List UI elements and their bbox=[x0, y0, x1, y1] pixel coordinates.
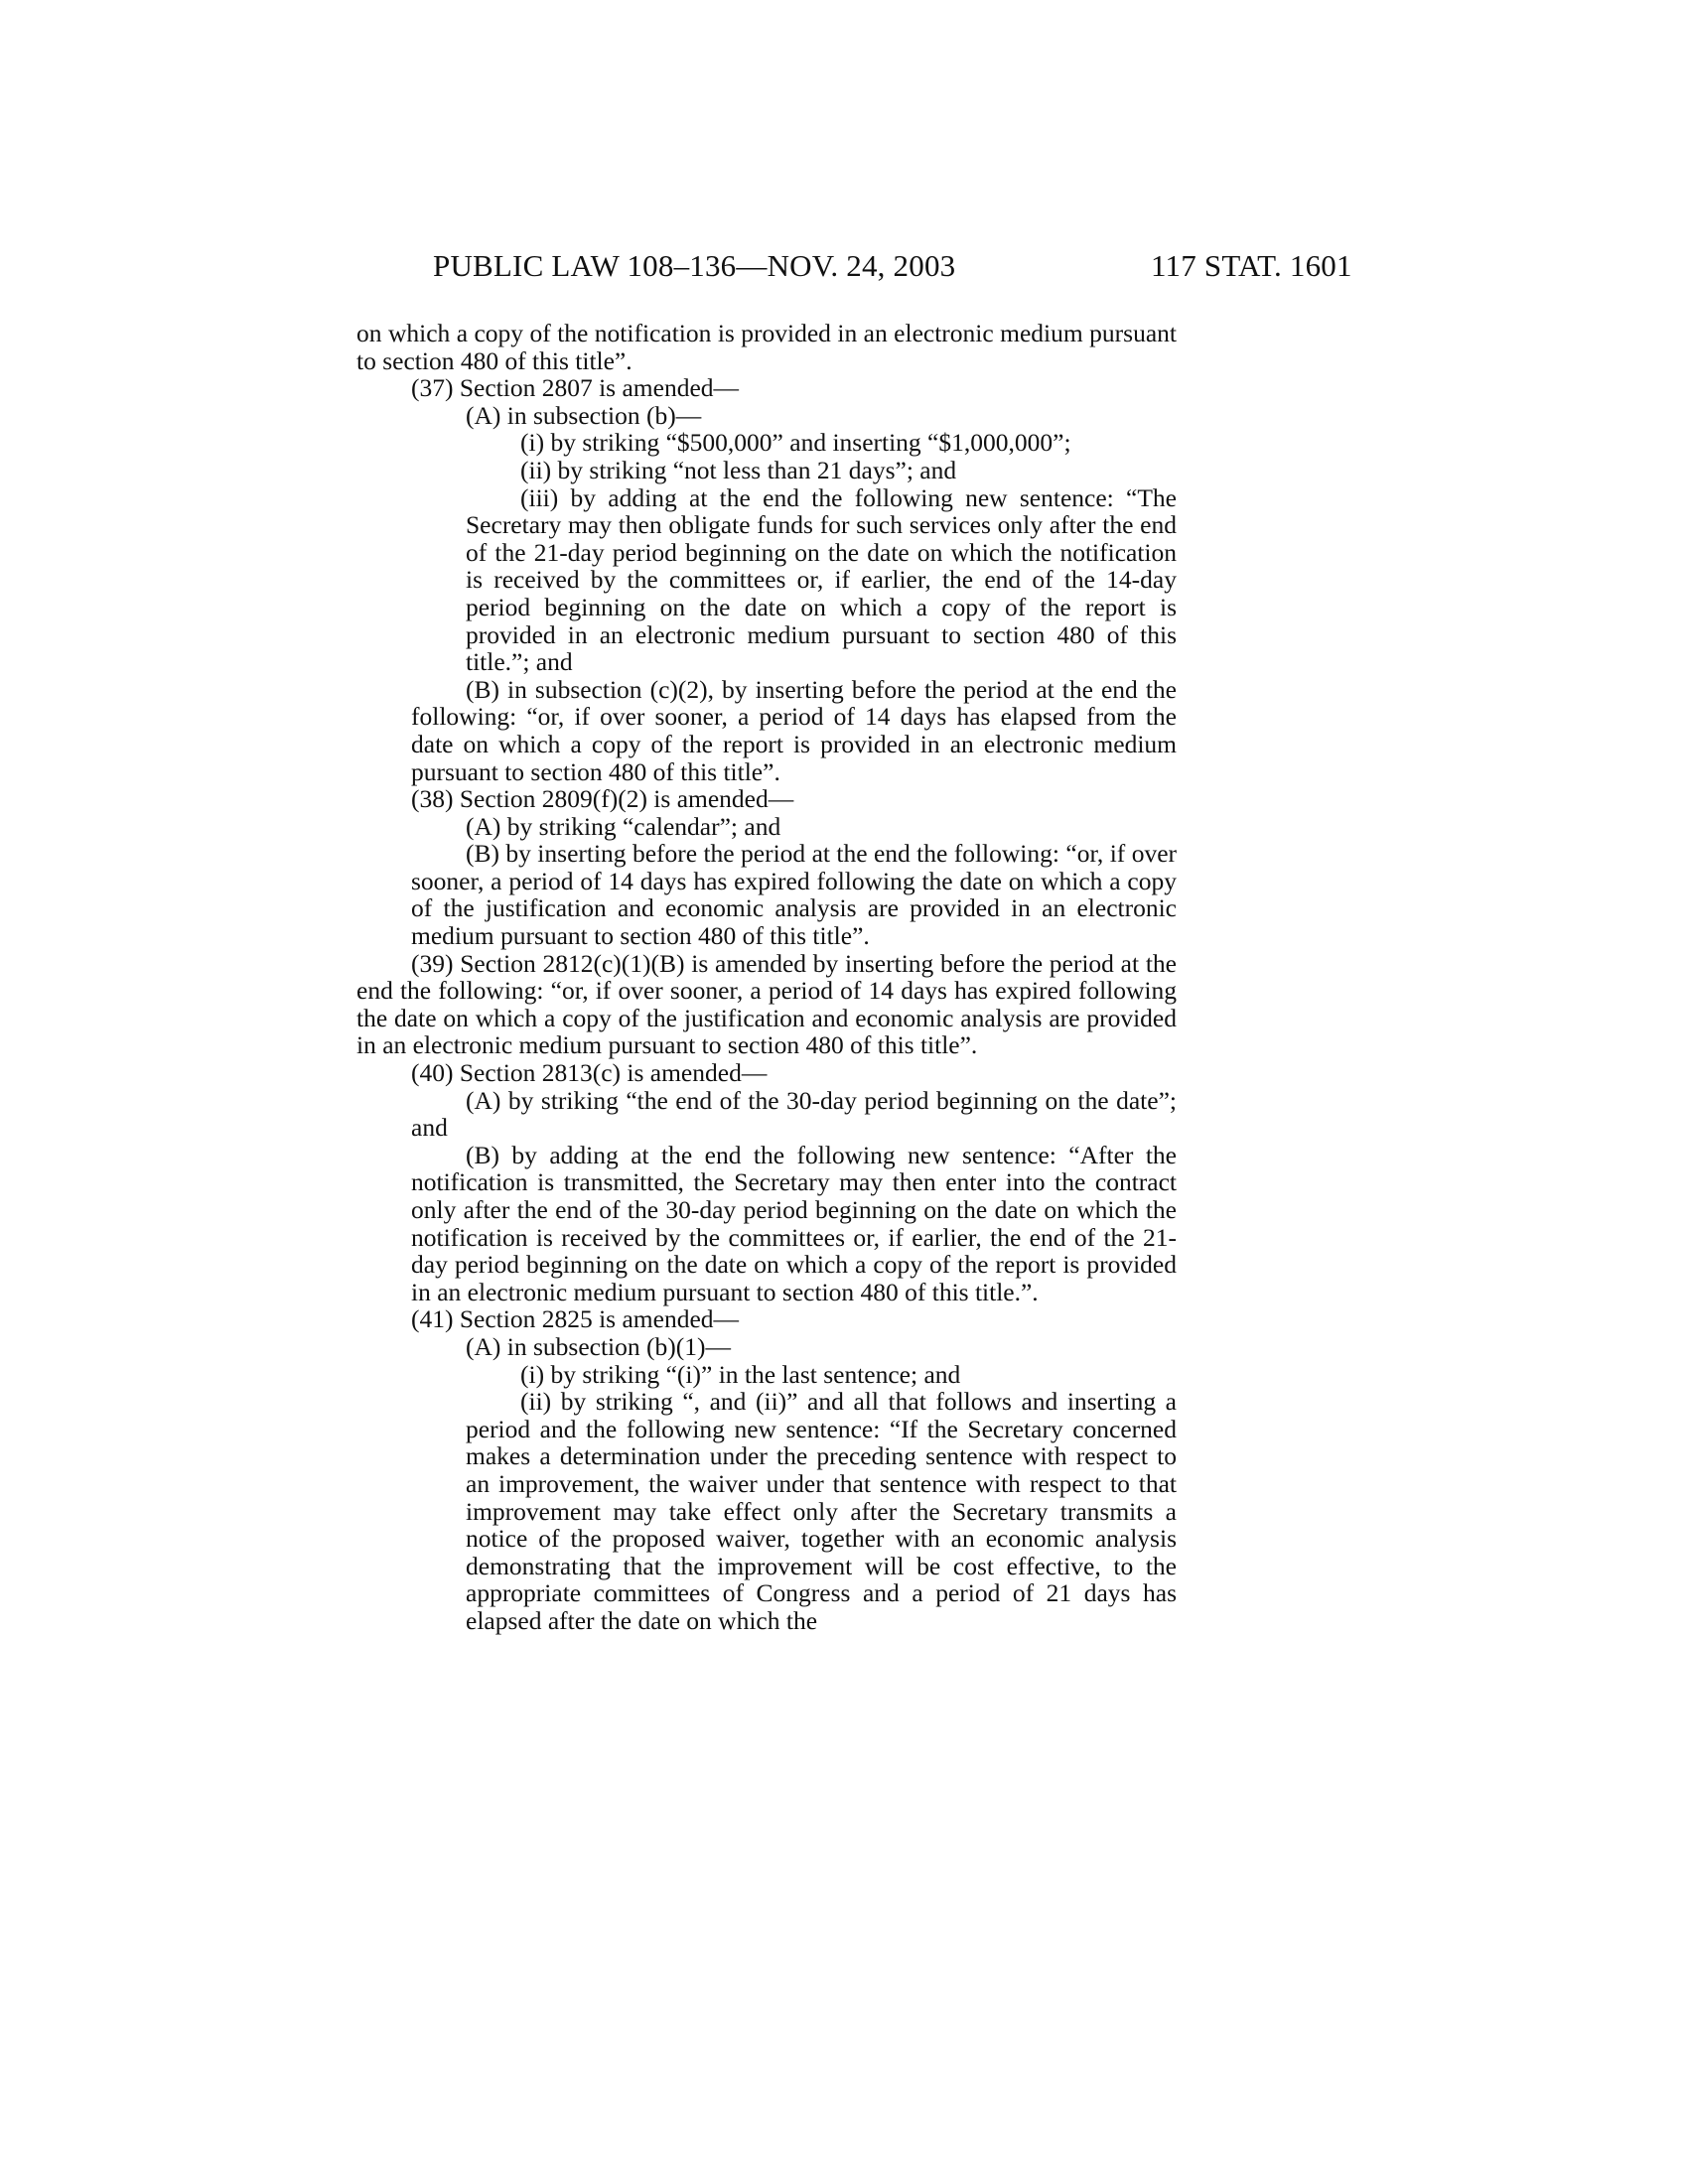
paragraph-37-b: (B) in subsection (c)(2), by inserting before the period at the end the following: “or, if over sooner, a period of 14 days has elapsed from the date on which a copy of the report is provided in an electronic medium pursuant to section 480 of this title”. bbox=[411, 674, 1177, 786]
paragraph-41-a-i: (i) by striking “(i)” in the last sentence; and bbox=[520, 1359, 961, 1389]
paragraph-37-a-i: (i) by striking “$500,000” and inserting “$1,000,000”; bbox=[520, 428, 1071, 458]
paragraph-38-b: (B) by inserting before the period at the end the following: “or, if over sooner, a period of 14 days has expired following the date on which a copy of the justification and economic analysis are provided in an electronic medium pursuant to section 480 of this title”. bbox=[411, 839, 1177, 951]
paragraph-38: (38) Section 2809(f)(2) is amended— bbox=[411, 784, 794, 814]
paragraph-40-b: (B) by adding at the end the following new sentence: “After the notification is transmitted, the Secretary may then enter into the contract only after the end of the 30-day period beginning on the date on which the notification is received by the committees or, if earlier, the end of the 21-day period beginning on the date on which a copy of the report is provided in an electronic medium pursuant to section 480 of this title.”. bbox=[411, 1140, 1177, 1306]
running-head-title: PUBLIC LAW 108–136—NOV. 24, 2003 bbox=[433, 248, 956, 283]
paragraph-40: (40) Section 2813(c) is amended— bbox=[411, 1058, 768, 1088]
paragraph-40-a: (A) by striking “the end of the 30-day period beginning on the date”; and bbox=[411, 1085, 1177, 1143]
page-body bbox=[356, 320, 1177, 1635]
paragraph-37-a-iii: (iii) by adding at the end the following new sentence: “The Secretary may then obligate funds for such services only after the end of the 21-day period beginning on the date on which the notification is received by the committees or, if earlier, the end of the 14-day period beginning on the date on which a copy of the report is provided in an electronic medium pursuant to section 480 of this title.”; and bbox=[466, 482, 1177, 677]
paragraph-continuation: on which a copy of the notification is provided in an electronic medium pursuant to section 480 of this title”. bbox=[356, 319, 1177, 375]
paragraph-41-a-ii: (ii) by striking “, and (ii)” and all that follows and inserting a period and the following new sentence: “If the Secretary concerned makes a determination under the preceding sentence with respect to an improvement, the waiver under that sentence with respect to that improvement may take effect only after the Secretary transmits a notice of the proposed waiver, together with an economic analysis demonstrating that the improvement will be cost effective, to the appropriate committees of Congress and a period of 21 days has elapsed after the date on which the bbox=[466, 1387, 1177, 1635]
page-header bbox=[0, 246, 1688, 286]
paragraph-37: (37) Section 2807 is amended— bbox=[411, 373, 740, 403]
paragraph-41: (41) Section 2825 is amended— bbox=[411, 1304, 740, 1334]
paragraph-38-a: (A) by striking “calendar”; and bbox=[466, 811, 781, 841]
statute-page-number: 117 STAT. 1601 bbox=[1151, 248, 1352, 283]
paragraph-41-a: (A) in subsection (b)(1)— bbox=[466, 1331, 731, 1361]
paragraph-37-a: (A) in subsection (b)— bbox=[466, 400, 702, 430]
paragraph-37-a-ii: (ii) by striking “not less than 21 days”; and bbox=[520, 455, 957, 484]
paragraph-39: (39) Section 2812(c)(1)(B) is amended by inserting before the period at the end the following: “or, if over sooner, a period of 14 days has expired following the date on which a copy of the justification and economic analysis are provided in an electronic medium pursuant to section 480 of this title”. bbox=[356, 948, 1177, 1060]
